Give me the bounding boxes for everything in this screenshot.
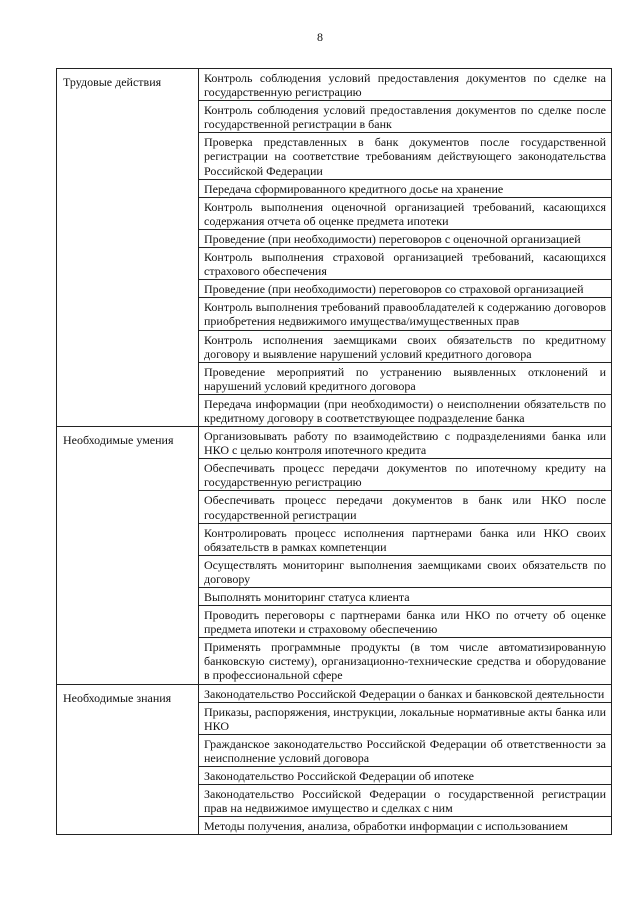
section-items-cell [199,69,612,427]
list-item: Законодательство Российской Федерации о банках и банковской деятельности [199,685,611,703]
section-label-cell [57,684,199,835]
section-label: Трудовые действия [63,75,162,89]
list-item: Методы получения, анализа, обработки информации с использованием [204,819,568,834]
list-item: Применять программные продукты (в том числе автоматизированную банковскую систему), организационно-технические средства и оборудование в профессиональной сфере [204,640,606,683]
list-item: Контроль выполнения требований правообладателей к содержанию договоров приобретения недвижимого имущества/имущественных прав [199,298,611,330]
section-row-required-skills [57,427,612,685]
list-item: Проведение (при необходимости) переговоров с оценочной организацией [199,230,611,248]
list-item: Контроль соблюдения условий предоставления документов по сделке на государственную регистрацию [199,69,611,101]
list-item: Законодательство Российской Федерации о государственной регистрации прав на недвижимое имущество и сделках с ним [199,785,611,817]
section-items-cell [199,684,612,835]
list-item: Контроль выполнения оценочной организацией требований, касающихся содержания отчета об оценке предмета ипотеки [199,198,611,230]
list-item: Выполнять мониторинг статуса клиента [199,588,611,606]
section-items-cell [199,427,612,685]
section-label: Необходимые умения [63,433,174,448]
list-item: Проведение мероприятий по устранению выявленных отклонений и нарушений условий кредитного договора [199,363,611,395]
list-item: Обеспечивать процесс передачи документов в банк или НКО после государственной регистрации [199,491,611,523]
list-item: Контроль выполнения страховой организацией требований, касающихся страхового обеспечения [199,248,611,280]
list-item: Обеспечивать процесс передачи документов по ипотечному кредиту на государственную регистрацию [199,459,611,491]
section-label-cell [57,69,199,427]
list-item: Передача информации (при необходимости) о неисполнении обязательств по кредитному договору в соответствующее подразделение банка [204,396,606,425]
competency-table [56,68,612,835]
section-row-required-knowledge [57,684,612,835]
list-item: Контролировать процесс исполнения партнерами банка или НКО своих обязательств в рамках компетенции [199,524,611,556]
list-item: Передача сформированного кредитного досье на хранение [199,180,611,198]
list-item: Законодательство Российской Федерации об ипотеке [199,767,611,785]
page-number: 8 [317,30,323,44]
list-item: Проведение (при необходимости) переговоров со страховой организацией [199,280,611,298]
section-row-labor-actions [57,69,612,427]
list-item: Контроль соблюдения условий предоставления документов по сделке после государственной регистрации в банк [199,101,611,133]
section-label: Необходимые знания [63,690,172,705]
list-item: Проверка представленных в банк документов после государственной регистрации на соответствие требованиям действующего законодательства Российской Федерации [199,133,611,179]
section-label-cell [57,427,199,685]
list-item: Приказы, распоряжения, инструкции, локальные нормативные акты банка или НКО [199,703,611,735]
list-item: Организовывать работу по взаимодействию с подразделениями банка или НКО с целью контроля ипотечного кредита [199,427,611,459]
list-item: Гражданское законодательство Российской Федерации об ответственности за неисполнение условий договора [199,735,611,767]
list-item: Контроль исполнения заемщиками своих обязательств по кредитному договору и выявление нарушений условий кредитного договора [199,331,611,363]
list-item: Проводить переговоры с партнерами банка или НКО по отчету об оценке предмета ипотеки и страховому обеспечению [199,606,611,638]
list-item: Осуществлять мониторинг выполнения заемщиками своих обязательств по договору [199,556,611,588]
